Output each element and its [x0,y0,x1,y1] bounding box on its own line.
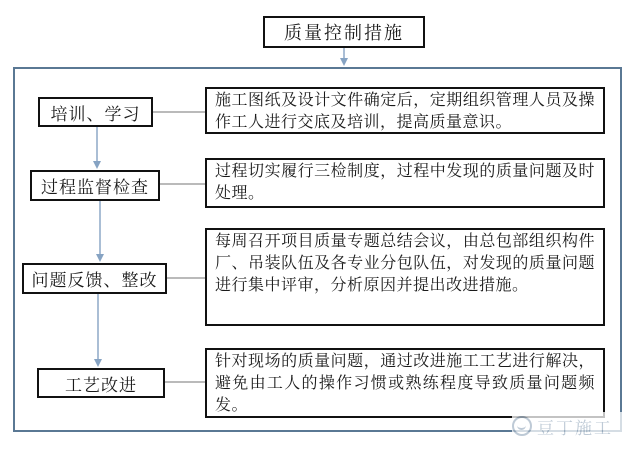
step-label: 问题反馈、整改 [31,271,158,290]
step-label: 培训、学习 [50,104,141,124]
desc-box-training: 施工图纸及设计文件确定后，定期组织管理人员及操作工人进行交底及培训，提高质量意识。 [205,87,605,134]
step-label: 工艺改进 [65,375,137,395]
watermark [512,412,630,440]
step-box-training [38,97,153,127]
title-box [263,16,425,48]
desc-box-process-improvement: 针对现场的质量问题，通过改进施工工艺进行解决，避免由工人的操作习惯或熟练程度导致质量问题频发。 [205,348,605,418]
arrow-title-to-frame [340,48,348,66]
watermark-logo-icon [512,416,532,436]
watermark-text: 豆丁施工 [537,418,613,438]
desc-box-feedback: 每周召开项目质量专题总结会议，由总包部组织构件厂、吊装队伍及各专业分包队伍，对发现的质量问题进行集中评审，分析原因并提出改进措施。 [205,228,605,326]
title-text: 质量控制措施 [284,23,404,43]
step-box-process-improvement [37,368,165,398]
step-box-feedback [22,263,167,294]
step-label: 过程监督检查 [41,178,149,197]
desc-box-supervision: 过程切实履行三检制度，过程中发现的质量问题及时处理。 [205,158,605,208]
step-box-supervision [30,170,160,201]
